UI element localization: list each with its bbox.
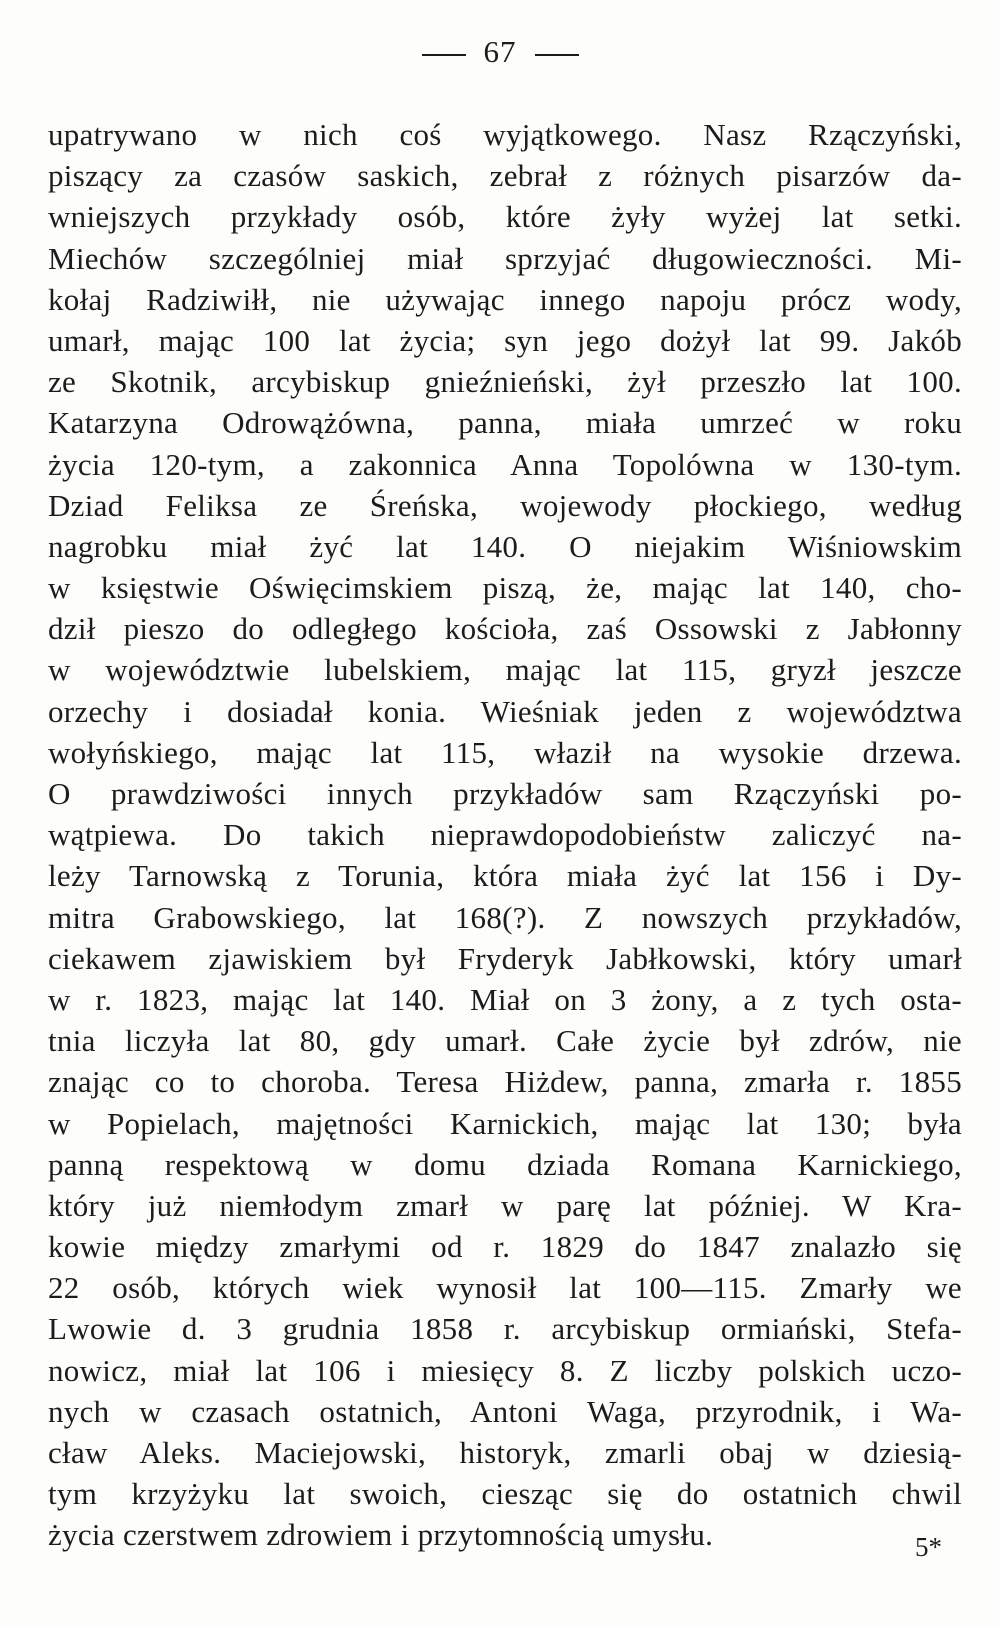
text-line: wołyńskiego, mając lat 115, właził na wysokie drzewa. — [48, 734, 962, 770]
text-line: w Popielach, majętności Karnickich, mając lat 130; była — [48, 1105, 962, 1141]
text-line: tym krzyżyku lat swoich, ciesząc się do ostatnich chwil — [48, 1476, 962, 1512]
text-line: nagrobku miał żyć lat 140. O niejakim Wiśniowskim — [48, 528, 962, 564]
text-line: O prawdziwości innych przykładów sam Rzączyński po- — [48, 776, 962, 811]
text-line: nowicz, miał lat 106 i miesięcy 8. Z liczby polskich uczo- — [48, 1352, 962, 1388]
text-line: wątpiewa. Do takich nieprawdopodobieństw zaliczyć na- — [48, 817, 962, 853]
text-line: życia czerstwem zdrowiem i przytomnością umysłu. — [48, 1517, 714, 1553]
text-line: leży Tarnowską z Torunia, która miała żyć lat 156 i Dy- — [48, 858, 962, 894]
text-line: upatrywano w nich coś wyjątkowego. Nasz Rzączyński, — [48, 117, 962, 152]
text-line: kołaj Radziwiłł, nie używając innego napoju prócz wody, — [48, 281, 962, 317]
text-line: w r. 1823, mając lat 140. Miał on 3 żony, a z tych osta- — [48, 981, 962, 1017]
text-line: tnia liczyła lat 80, gdy umarł. Całe życie był zdrów, nie — [48, 1023, 962, 1059]
text-line: mitra Grabowskiego, lat 168(?). Z nowszych przykładów, — [48, 899, 962, 935]
text-line: dził pieszo do odległego kościoła, zaś Ossowski z Jabłonny — [48, 611, 962, 647]
text-line: nych w czasach ostatnich, Antoni Waga, przyrodnik, i Wa- — [48, 1393, 962, 1429]
text-line: znając co to choroba. Teresa Hiżdew, panna, zmarła r. 1855 — [48, 1064, 962, 1100]
header-dash-right — [535, 54, 579, 56]
text-line: 22 osób, których wiek wynosił lat 100—115. Zmarły we — [48, 1270, 962, 1306]
text-line: który już niemłodym zmarł w parę lat później. W Kra- — [48, 1187, 962, 1223]
text-line: życia 120-tym, a zakonnica Anna Topolówna w 130-tym. — [48, 446, 962, 482]
text-line: panną respektową w domu dziada Romana Karnickiego, — [48, 1146, 962, 1182]
text-line: kowie między zmarłymi od r. 1829 do 1847 znalazło się — [48, 1229, 962, 1265]
text-line: w województwie lubelskiem, mając lat 115, gryzł jeszcze — [48, 652, 962, 688]
text-line: Katarzyna Odrowążówna, panna, miała umrzeć w roku — [48, 405, 962, 441]
text-line: Lwowie d. 3 grudnia 1858 r. arcybiskup ormiański, Stefa- — [48, 1311, 962, 1347]
header-dash-left — [422, 54, 466, 56]
page-number: 67 — [483, 34, 517, 69]
text-line: ze Skotnik, arcybiskup gnieźnieński, żył przeszło lat 100. — [48, 364, 962, 400]
page-header — [0, 34, 1000, 70]
text-line: Miechów szczególniej miał sprzyjać długowieczności. Mi- — [48, 240, 962, 276]
text-line: piszący za czasów saskich, zebrał z różnych pisarzów da- — [48, 158, 962, 194]
text-line: Dziad Feliksa ze Śreńska, wojewody płockiego, według — [48, 487, 962, 523]
text-line: ciekawem zjawiskiem był Fryderyk Jabłkowski, który umarł — [48, 940, 962, 976]
text-line: cław Aleks. Maciejowski, historyk, zmarli obaj w dziesią- — [48, 1435, 962, 1470]
text-line: wniejszych przykłady osób, które żyły wyżej lat setki. — [48, 199, 962, 235]
body-text — [48, 114, 962, 1556]
text-line: umarł, mając 100 lat życia; syn jego dożył lat 99. Jakób — [48, 322, 962, 358]
text-line: w księstwie Oświęcimskiem piszą, że, mając lat 140, cho- — [48, 570, 962, 606]
signature-mark: 5* — [915, 1532, 942, 1562]
text-line: orzechy i dosiadał konia. Wieśniak jeden z województwa — [48, 693, 962, 729]
